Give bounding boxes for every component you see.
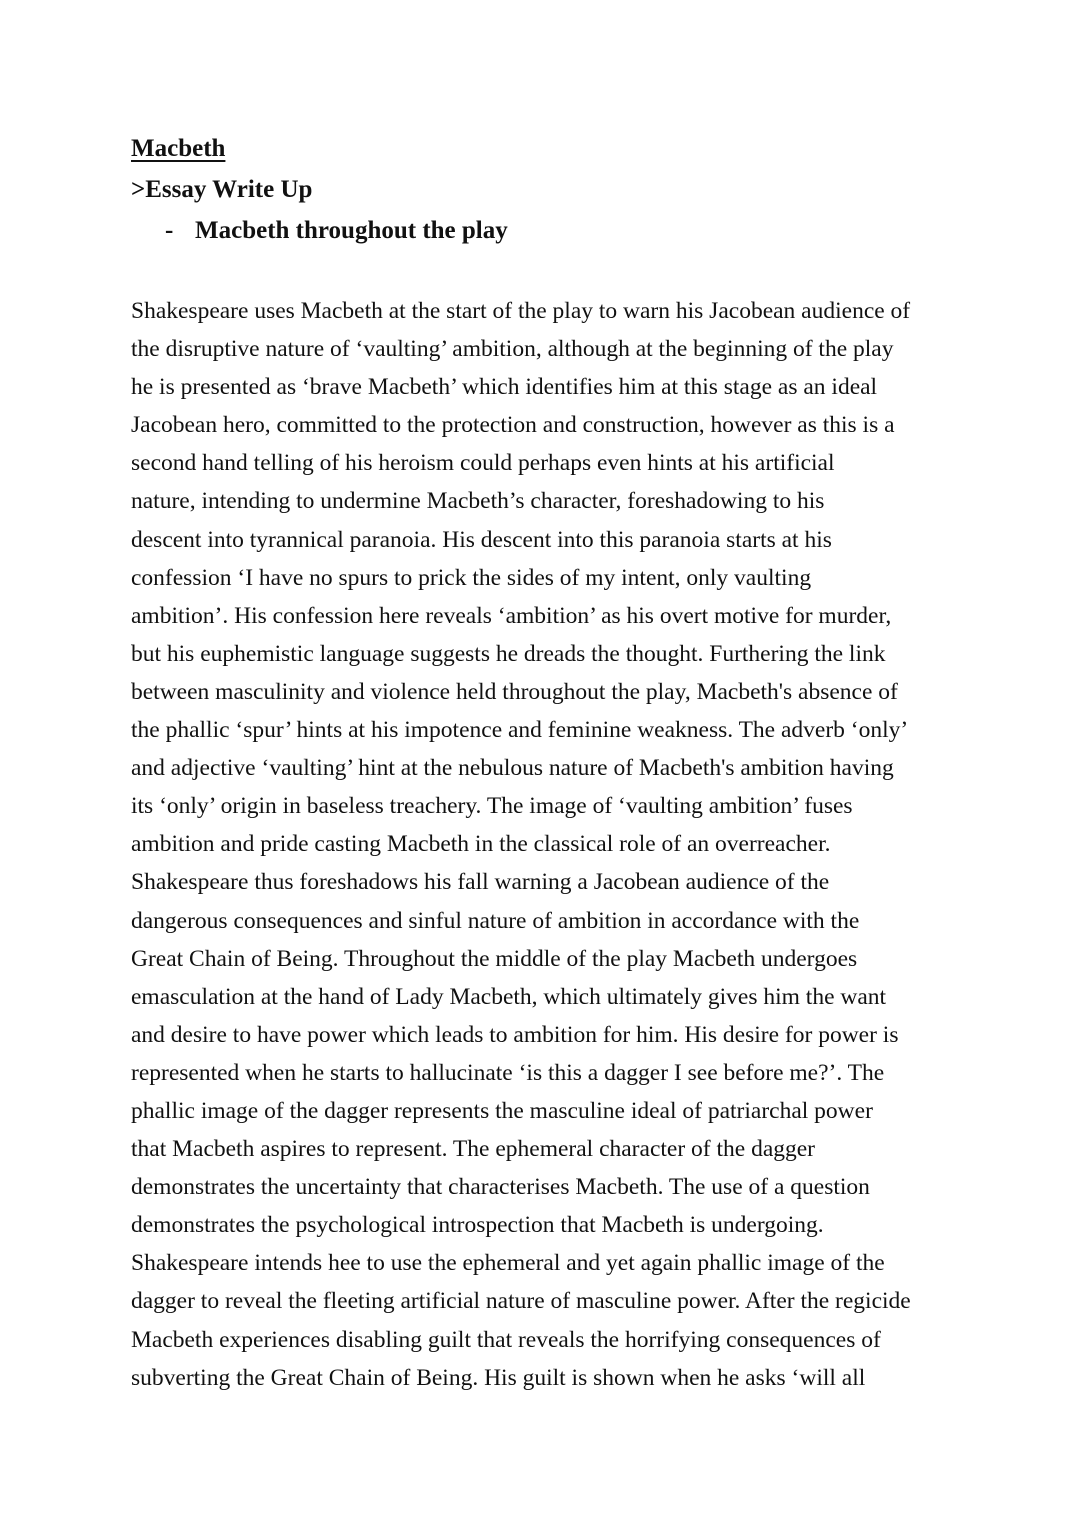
essay-line: but his euphemistic language suggests he dreads the thought. Furthering the link: [131, 640, 886, 667]
essay-line: dagger to reveal the fleeting artificial nature of masculine power. After the regicide: [131, 1288, 911, 1315]
essay-line: demonstrates the uncertainty that characterises Macbeth. The use of a question: [131, 1174, 870, 1201]
essay-line: demonstrates the psychological introspection that Macbeth is undergoing.: [131, 1212, 824, 1239]
essay-line: ambition and pride casting Macbeth in the classical role of an overreacher.: [131, 831, 831, 858]
document-subtitle: >Essay Write Up: [131, 176, 313, 203]
essay-line: second hand telling of his heroism could perhaps even hints at his artificial: [131, 450, 835, 477]
essay-line: and desire to have power which leads to ambition for him. His desire for power is: [131, 1021, 899, 1048]
bullet-item: [131, 210, 971, 251]
document-heading: [131, 128, 971, 251]
essay-line: the phallic ‘spur’ hints at his impotence and feminine weakness. The adverb ‘only’: [131, 717, 909, 744]
essay-line: dangerous consequences and sinful nature of ambition in accordance with the: [131, 907, 860, 934]
document-title: Macbeth: [131, 135, 226, 162]
essay-line: its ‘only’ origin in baseless treachery. The image of ‘vaulting ambition’ fuses: [131, 793, 853, 820]
essay-line: descent into tyrannical paranoia. His descent into this paranoia starts at his: [131, 526, 832, 553]
essay-line: he is presented as ‘brave Macbeth’ which identifies him at this stage as an ideal: [131, 374, 878, 401]
essay-line: between masculinity and violence held throughout the play, Macbeth's absence of: [131, 678, 898, 705]
bullet-text: Macbeth throughout the play: [195, 217, 508, 244]
essay-line: Jacobean hero, committed to the protection and construction, however as this is a: [131, 412, 895, 439]
essay-line: nature, intending to undermine Macbeth’s character, foreshadowing to his: [131, 488, 825, 515]
essay-line: emasculation at the hand of Lady Macbeth, which ultimately gives him the want: [131, 983, 887, 1010]
essay-body: [131, 292, 956, 1397]
essay-line: phallic image of the dagger represents the masculine ideal of patriarchal power: [131, 1097, 873, 1124]
essay-line: Great Chain of Being. Throughout the middle of the play Macbeth undergoes: [131, 945, 858, 972]
essay-line: confession ‘I have no spurs to prick the sides of my intent, only vaulting: [131, 564, 812, 591]
essay-line: Shakespeare thus foreshadows his fall warning a Jacobean audience of the: [131, 869, 830, 896]
essay-line: Shakespeare uses Macbeth at the start of the play to warn his Jacobean audience of: [131, 298, 911, 324]
essay-line: subverting the Great Chain of Being. His guilt is shown when he asks ‘will all: [131, 1364, 866, 1391]
essay-line: Macbeth experiences disabling guilt that reveals the horrifying consequences of: [131, 1326, 881, 1353]
essay-line: ambition’. His confession here reveals ‘ambition’ as his overt motive for murder,: [131, 602, 892, 629]
essay-line: Shakespeare intends hee to use the ephemeral and yet again phallic image of the: [131, 1250, 885, 1277]
essay-line: represented when he starts to hallucinate ‘is this a dagger I see before me?’. The: [131, 1059, 885, 1086]
bullet-marker: -: [165, 217, 174, 244]
essay-line: that Macbeth aspires to represent. The ephemeral character of the dagger: [131, 1136, 816, 1163]
essay-line: and adjective ‘vaulting’ hint at the nebulous nature of Macbeth's ambition having: [131, 755, 894, 782]
essay-line: the disruptive nature of ‘vaulting’ ambition, although at the beginning of the play: [131, 336, 894, 363]
